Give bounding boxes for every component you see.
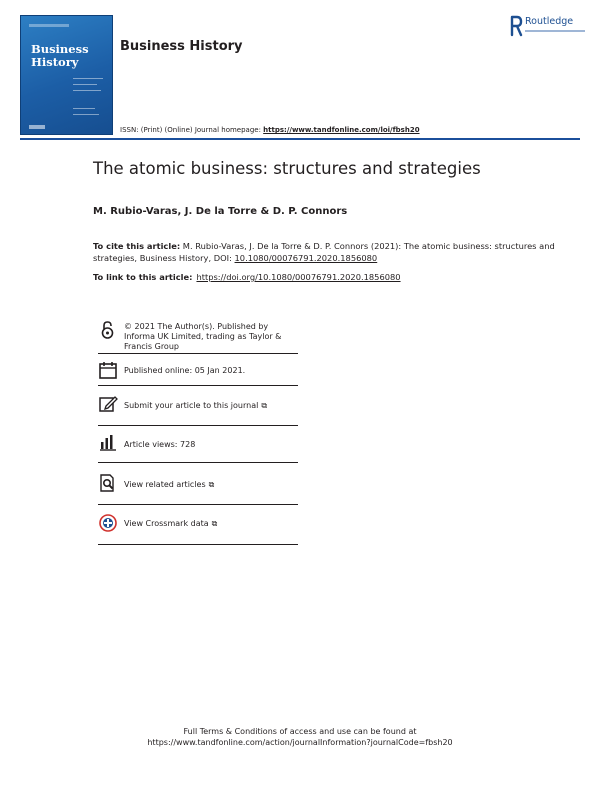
edit-icon	[98, 394, 118, 414]
related-articles-item[interactable]	[98, 463, 298, 505]
search-document-icon	[98, 473, 118, 493]
published-date-item	[98, 354, 298, 386]
external-link-icon: ⧉	[208, 480, 215, 489]
publisher-tagline	[525, 30, 585, 32]
external-link-icon: ⧉	[211, 519, 218, 528]
cover-band	[29, 24, 69, 27]
footer-terms-text: Full Terms & Conditions of access and use can be found at	[183, 727, 417, 736]
cover-line	[73, 84, 97, 85]
cite-text: M. Rubio-Varas, J. De la Torre & D. P. Connors (2021): The atomic business: structures and strategies, Business History, DOI:	[93, 241, 555, 263]
footer-terms-link[interactable]: https://www.tandfonline.com/action/journalInformation?journalCode=fbsh20	[147, 738, 453, 747]
crossmark-label[interactable]: View Crossmark data	[124, 519, 209, 528]
submit-article-label[interactable]: Submit your article to this journal	[124, 401, 259, 410]
cite-label: To cite this article:	[93, 241, 181, 251]
crossmark-item[interactable]	[98, 505, 298, 545]
footer	[0, 726, 600, 748]
journal-cover	[20, 15, 113, 135]
issn-text: ISSN: (Print) (Online) Journal homepage:	[120, 126, 264, 134]
cite-doi-link[interactable]: 10.1080/00076791.2020.1856080	[234, 252, 378, 263]
open-access-lock-icon	[98, 320, 118, 340]
article-authors: M. Rubio-Varas, J. De la Torre & D. P. Connors	[93, 206, 348, 217]
related-articles-link[interactable]	[124, 480, 298, 490]
article-title: The atomic business: structures and strategies	[93, 159, 481, 178]
cover-line	[73, 114, 99, 115]
crossmark-icon	[98, 513, 118, 533]
copyright-item	[98, 318, 298, 354]
routledge-logo-icon	[510, 15, 523, 37]
publisher-logo	[510, 15, 585, 41]
cover-title: Business History	[31, 42, 89, 69]
crossmark-link[interactable]	[124, 519, 298, 529]
related-articles-label[interactable]: View related articles	[124, 480, 206, 489]
publisher-name: Routledge	[525, 16, 574, 27]
cover-line	[73, 90, 101, 91]
journal-name[interactable]: Business History	[120, 39, 243, 54]
cover-line	[73, 108, 95, 109]
article-views-text: Article views: 728	[124, 440, 196, 449]
cover-publisher-mark	[29, 125, 45, 129]
article-doi-link[interactable]: https://doi.org/10.1080/00076791.2020.1856080	[196, 272, 401, 282]
article-views-item	[98, 426, 298, 463]
journal-homepage-link[interactable]: https://www.tandfonline.com/loi/fbsh20	[263, 126, 420, 134]
external-link-icon: ⧉	[261, 401, 268, 410]
copyright-text: © 2021 The Author(s). Published by Informa UK Limited, trading as Taylor & Francis Group	[124, 322, 282, 351]
submit-article-link[interactable]	[124, 401, 298, 411]
article-info-list	[98, 318, 298, 545]
header-divider	[20, 138, 580, 140]
submit-article-item[interactable]	[98, 386, 298, 426]
cover-line	[73, 78, 103, 79]
published-date-text: Published online: 05 Jan 2021.	[124, 366, 246, 375]
citation-block	[93, 241, 563, 264]
link-label: To link to this article:	[93, 272, 193, 282]
calendar-icon	[98, 360, 118, 380]
bar-chart-icon	[98, 432, 118, 452]
link-block	[93, 272, 401, 282]
issn-line	[120, 126, 420, 134]
